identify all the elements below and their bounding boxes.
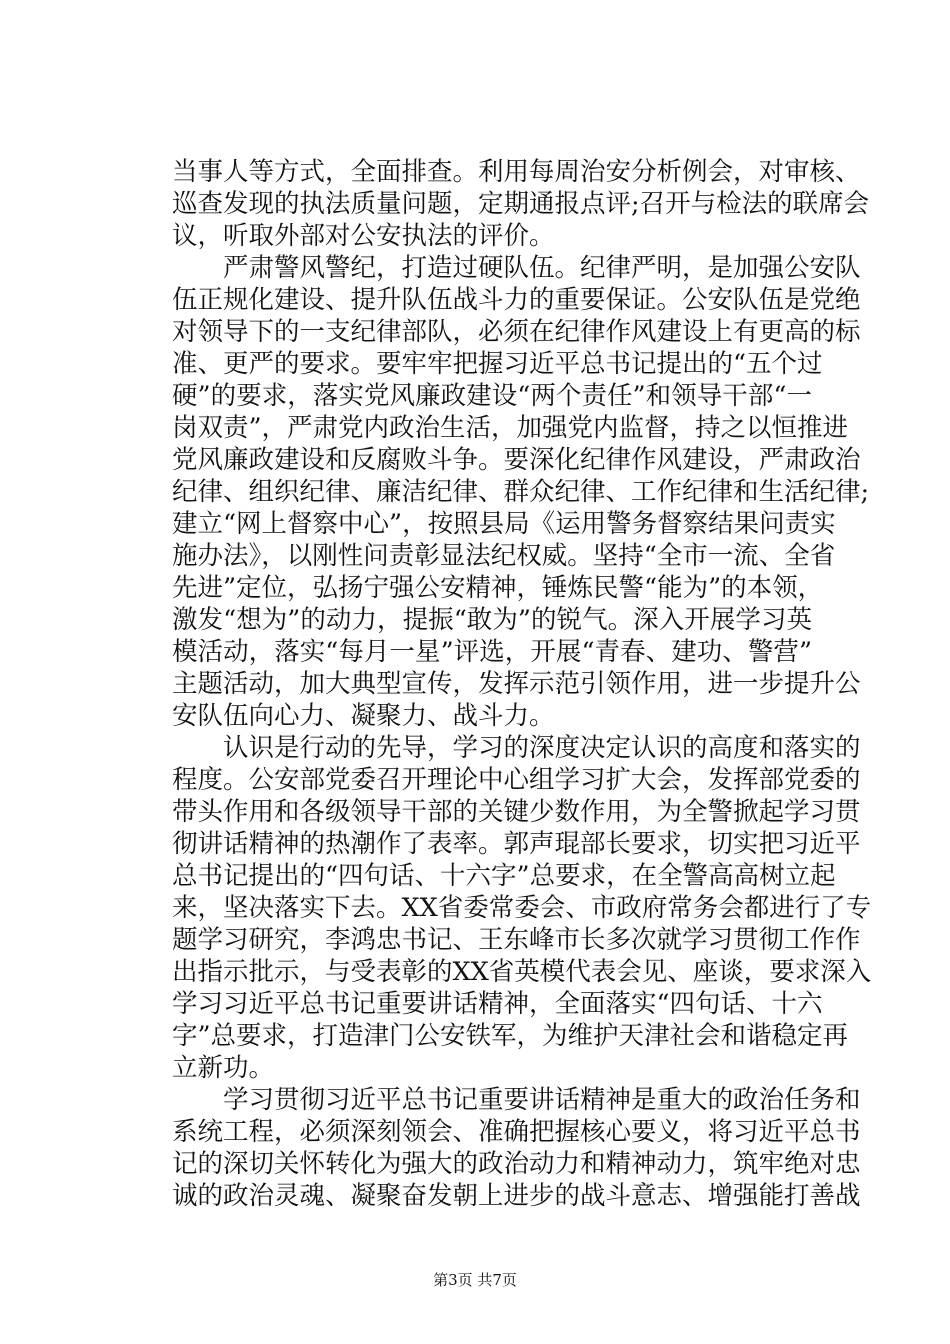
text-line: 安队伍向心力、凝聚力、战斗力。 xyxy=(172,701,555,731)
text-line: 程度。公安部党委召开理论中心组学习扩大会，发挥部党委的 xyxy=(172,765,861,795)
text-line: 来，坚决落实下去。XX省委常委会、市政府常务会都进行了专 xyxy=(172,893,872,923)
text-line: 字”总要求，打造津门公安铁军，为维护天津社会和谐稳定再 xyxy=(172,1021,849,1051)
text-line: 题学习研究，李鸿忠书记、王东峰市长多次就学习贯彻工作作 xyxy=(172,925,861,955)
text-line: 岗双责”，严肃党内政治生活，加强党内监督，持之以恒推进 xyxy=(172,413,849,443)
text-line: 总书记提出的“四句话、十六字”总要求，在全警高高树立起 xyxy=(172,861,836,891)
text-line: 认识是行动的先导，学习的深度决定认识的高度和落实的 xyxy=(223,733,861,763)
text-line: 准、更严的要求。要牢牢把握习近平总书记提出的“五个过 xyxy=(172,349,823,379)
text-line: 对领导下的一支纪律部队，必须在纪律作风建设上有更高的标 xyxy=(172,317,861,347)
text-line: 出指示批示，与受表彰的XX省英模代表会见、座谈，要求深入 xyxy=(172,957,872,987)
text-line: 主题活动，加大典型宣传，发挥示范引领作用，进一步提升公 xyxy=(172,669,861,699)
text-line: 诚的政治灵魂、凝聚奋发朝上进步的战斗意志、增强能打善战 xyxy=(172,1181,861,1211)
text-line: 带头作用和各级领导干部的关键少数作用，为全警掀起学习贯 xyxy=(172,797,861,827)
text-line: 巡查发现的执法质量问题，定期通报点评;召开与检法的联席会 xyxy=(172,189,870,219)
text-line: 纪律、组织纪律、廉洁纪律、群众纪律、工作纪律和生活纪律; xyxy=(172,477,870,507)
text-line: 立新功。 xyxy=(172,1053,275,1083)
text-line: 激发“想为”的动力，提振“敢为”的锐气。深入开展学习英 xyxy=(172,605,812,635)
document-body xyxy=(172,156,872,1212)
paragraph xyxy=(172,156,870,252)
paragraph xyxy=(172,1084,861,1212)
paragraph xyxy=(172,732,872,1084)
text-line: 先进”定位，弘扬宁强公安精神，锤炼民警“能为”的本领， xyxy=(172,573,824,603)
text-line: 彻讲话精神的热潮作了表率。郭声琨部长要求，切实把习近平 xyxy=(172,829,861,859)
paragraph xyxy=(172,252,870,732)
text-line: 施办法》，以刚性问责彰显法纪权威。坚持“全市一流、全省 xyxy=(172,541,836,571)
text-line: 学习贯彻习近平总书记重要讲话精神是重大的政治任务和 xyxy=(223,1085,861,1115)
text-line: 系统工程，必须深刻领会、准确把握核心要义，将习近平总书 xyxy=(172,1117,861,1147)
text-line: 模活动，落实“每月一星”评选，开展“青春、建功、警营” xyxy=(172,637,812,667)
text-line: 议，听取外部对公安执法的评价。 xyxy=(172,221,555,251)
text-line: 伍正规化建设、提升队伍战斗力的重要保证。公安队伍是党绝 xyxy=(172,285,861,315)
text-line: 硬”的要求，落实党风廉政建设“两个责任”和领导干部“一 xyxy=(172,381,812,411)
page-number-footer: 第3页 共7页 xyxy=(433,1271,517,1289)
text-line: 严肃警风警纪，打造过硬队伍。纪律严明，是加强公安队 xyxy=(223,253,861,283)
text-line: 党风廉政建设和反腐败斗争。要深化纪律作风建设，严肃政治 xyxy=(172,445,861,475)
text-line: 建立“网上督察中心”，按照县局《运用警务督察结果问责实 xyxy=(172,509,836,539)
text-line: 当事人等方式，全面排查。利用每周治安分析例会，对审核、 xyxy=(172,157,861,187)
text-line: 记的深切关怀转化为强大的政治动力和精神动力，筑牢绝对忠 xyxy=(172,1149,861,1179)
text-line: 学习习近平总书记重要讲话精神，全面落实“四句话、十六 xyxy=(172,989,823,1019)
